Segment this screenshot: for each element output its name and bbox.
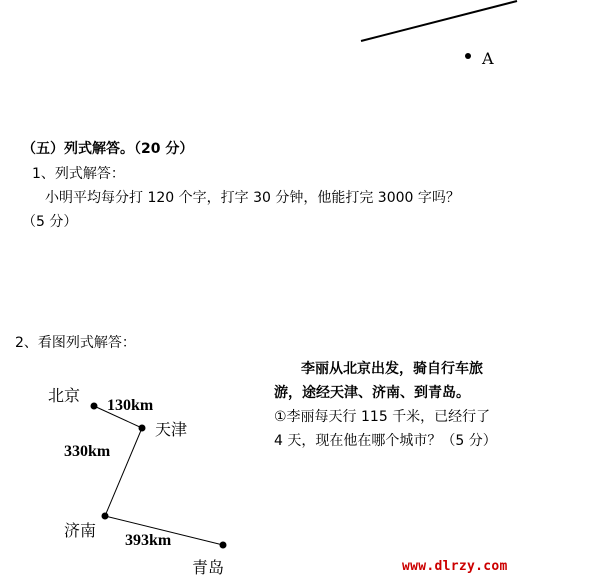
distance-tianjin-jinan: 330km [64,443,111,460]
city-dot-tianjin [139,425,146,432]
city-label-beijing: 北京 [48,386,81,405]
point-a-label: A [482,49,494,68]
question-1-text: 小明平均每分打 120 个字，打字 30 分钟，他能打完 3000 字吗？ [45,190,460,206]
question-line-2: 4 天，现在他在哪个城市？（5 分） [274,433,497,449]
distance-jinan-qingdao: 393km [125,532,172,549]
point-a [465,53,471,59]
story-line-1: 李丽从北京出发，骑自行车旅 [301,361,483,377]
city-label-qingdao: 青岛 [192,558,225,577]
top-line [361,1,517,41]
question-1-title: 1、列式解答： [32,166,125,182]
question-2-story [274,357,519,453]
city-label-tianjin: 天津 [155,420,188,439]
city-dot-qingdao [220,542,227,549]
route-tianjin-jinan [105,428,142,516]
city-label-jinan: 济南 [64,521,97,540]
question-1-score: （5 分） [22,214,78,230]
distance-beijing-tianjin: 130km [107,397,154,414]
question-line-1: ①李丽每天行 115 千米，已经行了 [274,409,491,425]
story-line-2: 游，途经天津、济南、到青岛。 [274,385,470,401]
question-2-title: 2、看图列式解答： [15,335,136,351]
city-dot-jinan [102,513,109,520]
city-dot-beijing [91,403,98,410]
section-title: （五）列式解答。（20 分） [22,141,194,157]
watermark: www.dlrzy.com [402,559,508,574]
